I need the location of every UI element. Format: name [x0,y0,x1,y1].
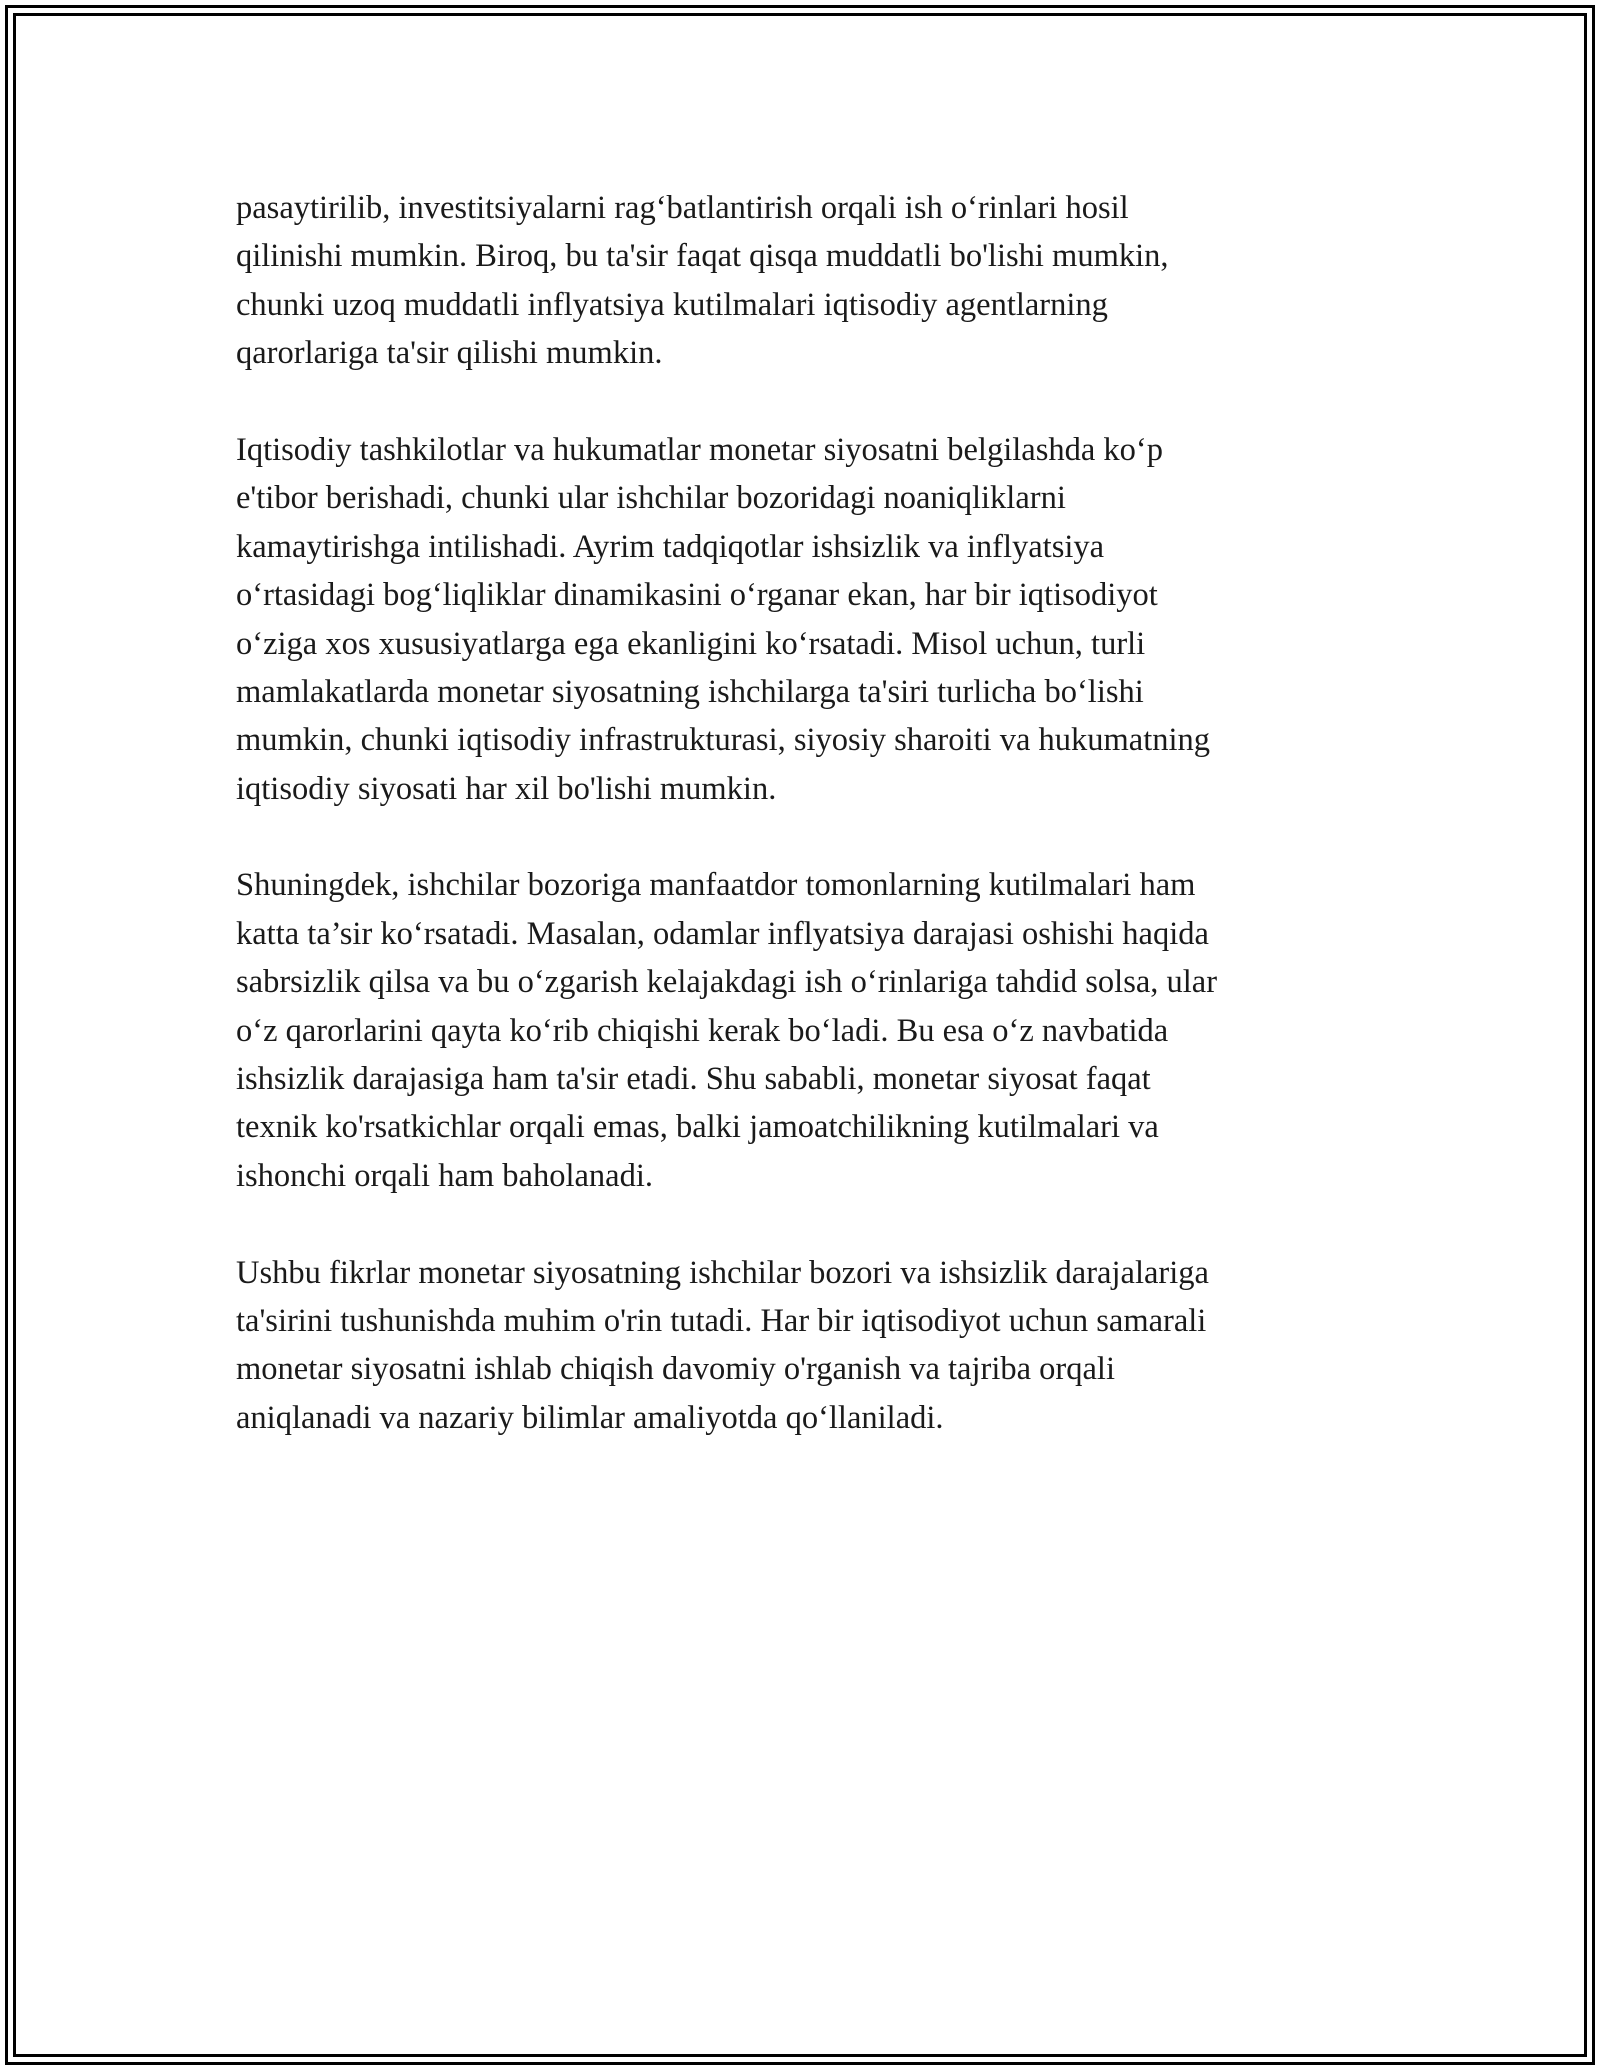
text-line: ishonchi orqali ham baholanadi. [236,1157,653,1194]
text-line: qarorlariga ta'sir qilishi mumkin. [236,335,663,372]
text-line: ishsizlik darajasiga ham ta'sir etadi. Shu sababli, monetar siyosat faqat [236,1061,1151,1098]
paragraph-spacer [236,813,1366,861]
text-line: qilinishi mumkin. Biroq, bu ta'sir faqat qisqa muddatli bo'lishi mumkin, [236,238,1169,275]
text-line: katta ta’sir ko‘rsatadi. Masalan, odamlar inflyatsiya darajasi oshishi haqida [236,915,1209,952]
text-line: kamaytirishga intilishadi. Ayrim tadqiqotlar ishsizlik va inflyatsiya [236,528,1105,565]
text-line: Iqtisodiy tashkilotlar va hukumatlar monetar siyosatni belgilashda ko‘p [236,431,1163,468]
text-line: aniqlanadi va nazariy bilimlar amaliyotda qo‘llaniladi. [236,1399,944,1436]
text-line: pasaytirilib, investitsiyalarni rag‘batlantirish orqali ish o‘rinlari hosil [236,190,1129,226]
text-line: ta'sirini tushunishda muhim o'rin tutadi. Har bir iqtisodiyot uchun samarali [236,1302,1207,1339]
text-line: iqtisodiy siyosati har xil bo'lishi mumkin. [236,770,777,807]
text-line: o‘z qarorlarini qayta ko‘rib chiqishi kerak bo‘ladi. Bu esa o‘z navbatida [236,1012,1169,1049]
paragraph-1 [236,184,1366,378]
text-line: mamlakatlarda monetar siyosatning ishchilarga ta'siri turlicha bo‘lishi [236,673,1144,710]
paragraph-4 [236,1249,1366,1443]
text-line: sabrsizlik qilsa va bu o‘zgarish kelajakdagi ish o‘rinlariga tahdid solsa, ular [236,964,1218,1001]
text-line: monetar siyosatni ishlab chiqish davomiy o'rganish va tajriba orqali [236,1351,1115,1388]
paragraph-2 [236,426,1366,813]
text-line: o‘ziga xos xususiyatlarga ega ekanligini ko‘rsatadi. Misol uchun, turli [236,625,1146,662]
text-line: mumkin, chunki iqtisodiy infrastrukturasi, siyosiy sharoiti va hukumatning [236,722,1211,759]
text-line: o‘rtasidagi bog‘liqliklar dinamikasini o‘rganar ekan, har bir iqtisodiyot [236,577,1158,614]
text-line: Ushbu fikrlar monetar siyosatning ishchilar bozori va ishsizlik darajalariga [236,1254,1209,1291]
text-line: texnik ko'rsatkichlar orqali emas, balki jamoatchilikning kutilmalari va [236,1109,1159,1146]
paragraph-3 [236,861,1366,1200]
text-line: Shuningdek, ishchilar bozoriga manfaatdor tomonlarning kutilmalari ham [236,867,1196,904]
paragraph-spacer [236,378,1366,426]
text-line: e'tibor berishadi, chunki ular ishchilar bozoridagi noaniqliklarni [236,480,1066,517]
paragraph-spacer [236,1200,1366,1248]
text-line: chunki uzoq muddatli inflyatsiya kutilmalari iqtisodiy agentlarning [236,286,1108,323]
document-body [236,184,1366,1442]
